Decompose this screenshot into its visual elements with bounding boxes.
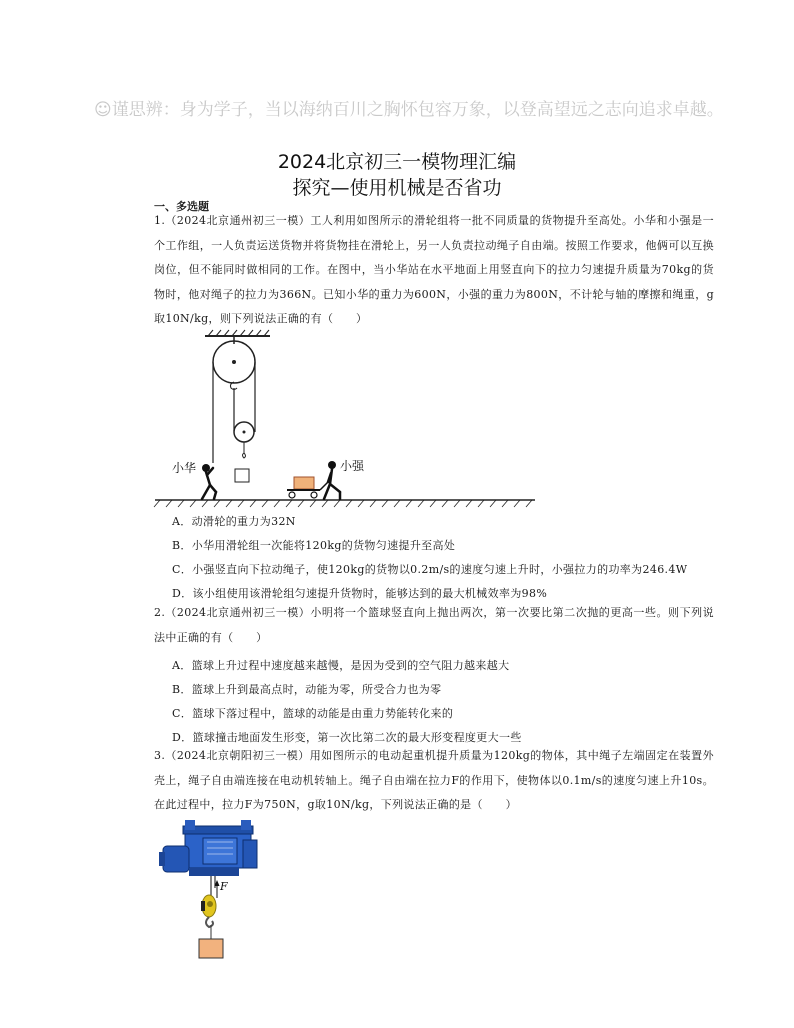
question-1-stem: 1.（2024北京通州初三一模）工人利用如图所示的滑轮组将一批不同质量的货物提升至高处。小华和小强是一个工作组，一人负责运送货物并将货物挂在滑轮上，另一人负责拉动绳子自由端。按照工作要求，他俩可以互换岗位，但不能同时做相同的工作。在图中，当小华站在水平地面上用竖直向下的拉力匀速提升质量为70kg的货物时，他对绳子的拉力为366N。已知小华的重力为600N，小强的重力为800N，不计轮与轴的摩擦和绳重，g取10N/kg，则下列说法正确的有（ ）	[154, 214, 714, 325]
crane-figure	[155, 818, 265, 963]
document-subtitle: 探究—使用机械是否省功	[292, 177, 502, 199]
question-1-option-d: D．该小组使用该滑轮组匀速提升货物时，能够达到的最大机械效率为98%	[172, 587, 548, 600]
question-1-option-b: B．小华用滑轮组一次能将120kg的货物匀速提升至高处	[172, 539, 456, 552]
question-3-stem: 3.（2024北京朝阳初三一模）用如图所示的电动起重机提升质量为120kg的物体，其中绳子左端固定在装置外壳上，绳子自由端连接在电动机转轴上。绳子自由端在拉力F的作用下，使物体以0.1m/s的速度匀速上升10s。在此过程中，拉力F为750N，g取10N/kg，下列说法正确的是（ ）	[154, 749, 714, 811]
question-2-option-a: A．篮球上升过程中速度越来越慢，是因为受到的空气阻力越来越大	[172, 659, 510, 672]
pulley-figure	[150, 328, 550, 508]
question-1-option-a: A．动滑轮的重力为32N	[172, 515, 296, 528]
question-2-option-d: D．篮球撞击地面发生形变，第一次比第二次的最大形变程度更大一些	[172, 731, 522, 744]
person-xiaoqiang-figure	[324, 461, 340, 499]
label-force-f: F	[220, 880, 228, 893]
question-2-stem: 2.（2024北京通州初三一模）小明将一个篮球竖直向上抛出两次，第一次要比第二次抛的更高一些。则下列说法中正确的有（ ）	[154, 606, 714, 644]
question-2-option-c: C．篮球下落过程中，篮球的动能是由重力势能转化来的	[172, 707, 454, 720]
document-title: 2024北京初三一模物理汇编	[277, 151, 517, 173]
label-xiaoqiang: 小强	[340, 459, 365, 473]
label-xiaohua: 小华	[172, 461, 197, 475]
question-2-option-b: B．篮球上升到最高点时，动能为零，所受合力也为零	[172, 683, 442, 696]
watermark: ☺谨思辨：身为学子，当以海纳百川之胸怀包容万象，以登高望远之志向追求卓越。	[94, 100, 724, 120]
section-heading: 一、多选题	[154, 200, 209, 213]
question-1-option-c: C．小强竖直向下拉动绳子，使120kg的货物以0.2m/s的速度匀速上升时，小强拉力的功率为246.4W	[172, 563, 688, 576]
person-xiaohua-figure	[202, 464, 216, 499]
